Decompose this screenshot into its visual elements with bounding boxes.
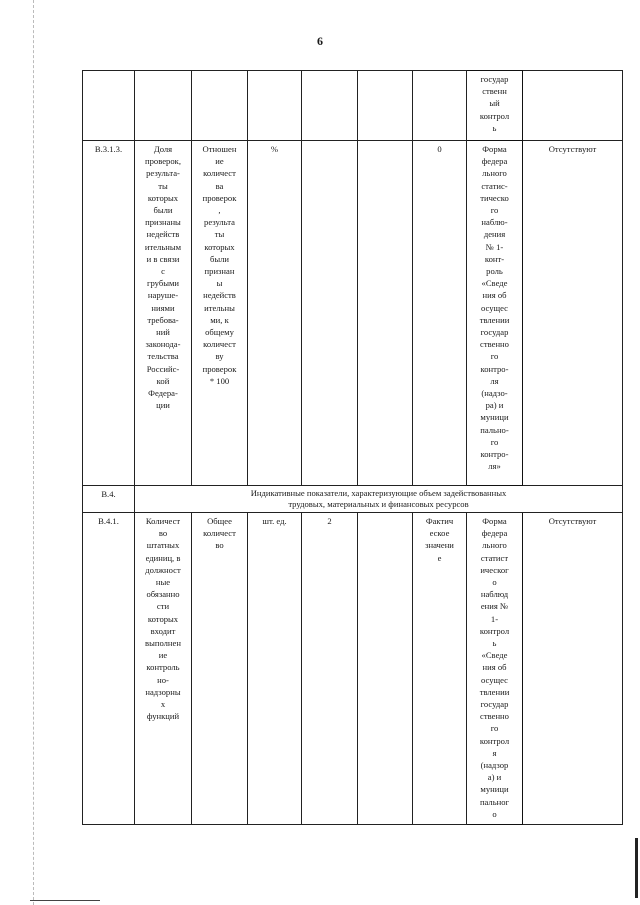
cell-value: 2 — [302, 513, 358, 825]
cell-method: Фактич еское значени е — [413, 513, 467, 825]
scan-margin-mark — [635, 838, 638, 898]
cell-empty — [358, 141, 413, 486]
cell-empty — [302, 141, 358, 486]
cell-empty — [192, 71, 248, 141]
cell-formula: Общее количест во — [192, 513, 248, 825]
cell-indicator-name: Количест во штатных единиц, в должност ные обязанно сти которых входит выполнен ие контроль но- надзорны х функций — [135, 513, 192, 825]
cell-empty — [358, 513, 413, 825]
cell-note: Отсутствуют — [523, 141, 623, 486]
cell-empty — [135, 71, 192, 141]
cell-value: 0 — [413, 141, 467, 486]
cell-empty — [523, 71, 623, 141]
cell-unit: шт. ед. — [248, 513, 302, 825]
cell-indicator-name: Доля проверок, результа- ты которых были признаны недейств ительным и в связи с грубыми наруше- ниями требова- ний законода- тельства Российс- кой Федера- ции — [135, 141, 192, 486]
cell-empty — [83, 71, 135, 141]
cell-unit: % — [248, 141, 302, 486]
table-row-continuation — [83, 71, 623, 141]
cell-code: В.3.1.3. — [83, 141, 135, 486]
page-number: 6 — [317, 34, 323, 48]
cell-empty — [358, 71, 413, 141]
table-row-b4 — [83, 486, 623, 513]
cell-code: В.4.1. — [83, 513, 135, 825]
cell-empty — [413, 71, 467, 141]
table-row-b3-1-3 — [83, 141, 623, 486]
cell-source-continuation: государ ственн ый контрол ь — [467, 71, 523, 141]
section-title: Индикативные показатели, характеризующие объем задействованных трудовых, материальных и финансовых ресурсов — [135, 486, 623, 513]
cell-empty — [302, 71, 358, 141]
scan-left-edge — [33, 0, 35, 905]
cell-note: Отсутствуют — [523, 513, 623, 825]
table-row-b4-1 — [83, 513, 623, 825]
cell-code: В.4. — [83, 486, 135, 513]
scan-bottom-line — [30, 900, 100, 901]
indicators-table — [82, 70, 623, 825]
cell-source: Форма федера льного статис- тическо го наблю- дения № 1- конт- роль «Сведе ния об осущес твлении государ ственно го контро- ля (надзо- ра) и муници пально- го контро- ля» — [467, 141, 523, 486]
cell-empty — [248, 71, 302, 141]
cell-formula: Отношен ие количест ва проверок , результа ты которых были признан ы недейств ительны ми, к общему количест ву проверок * 100 — [192, 141, 248, 486]
cell-source: Форма федера льного статист ическог о наблюд ения № 1- контрол ь «Сведе ния об осущес твлении государ ственно го контрол я (надзор а) и муници пальног о — [467, 513, 523, 825]
